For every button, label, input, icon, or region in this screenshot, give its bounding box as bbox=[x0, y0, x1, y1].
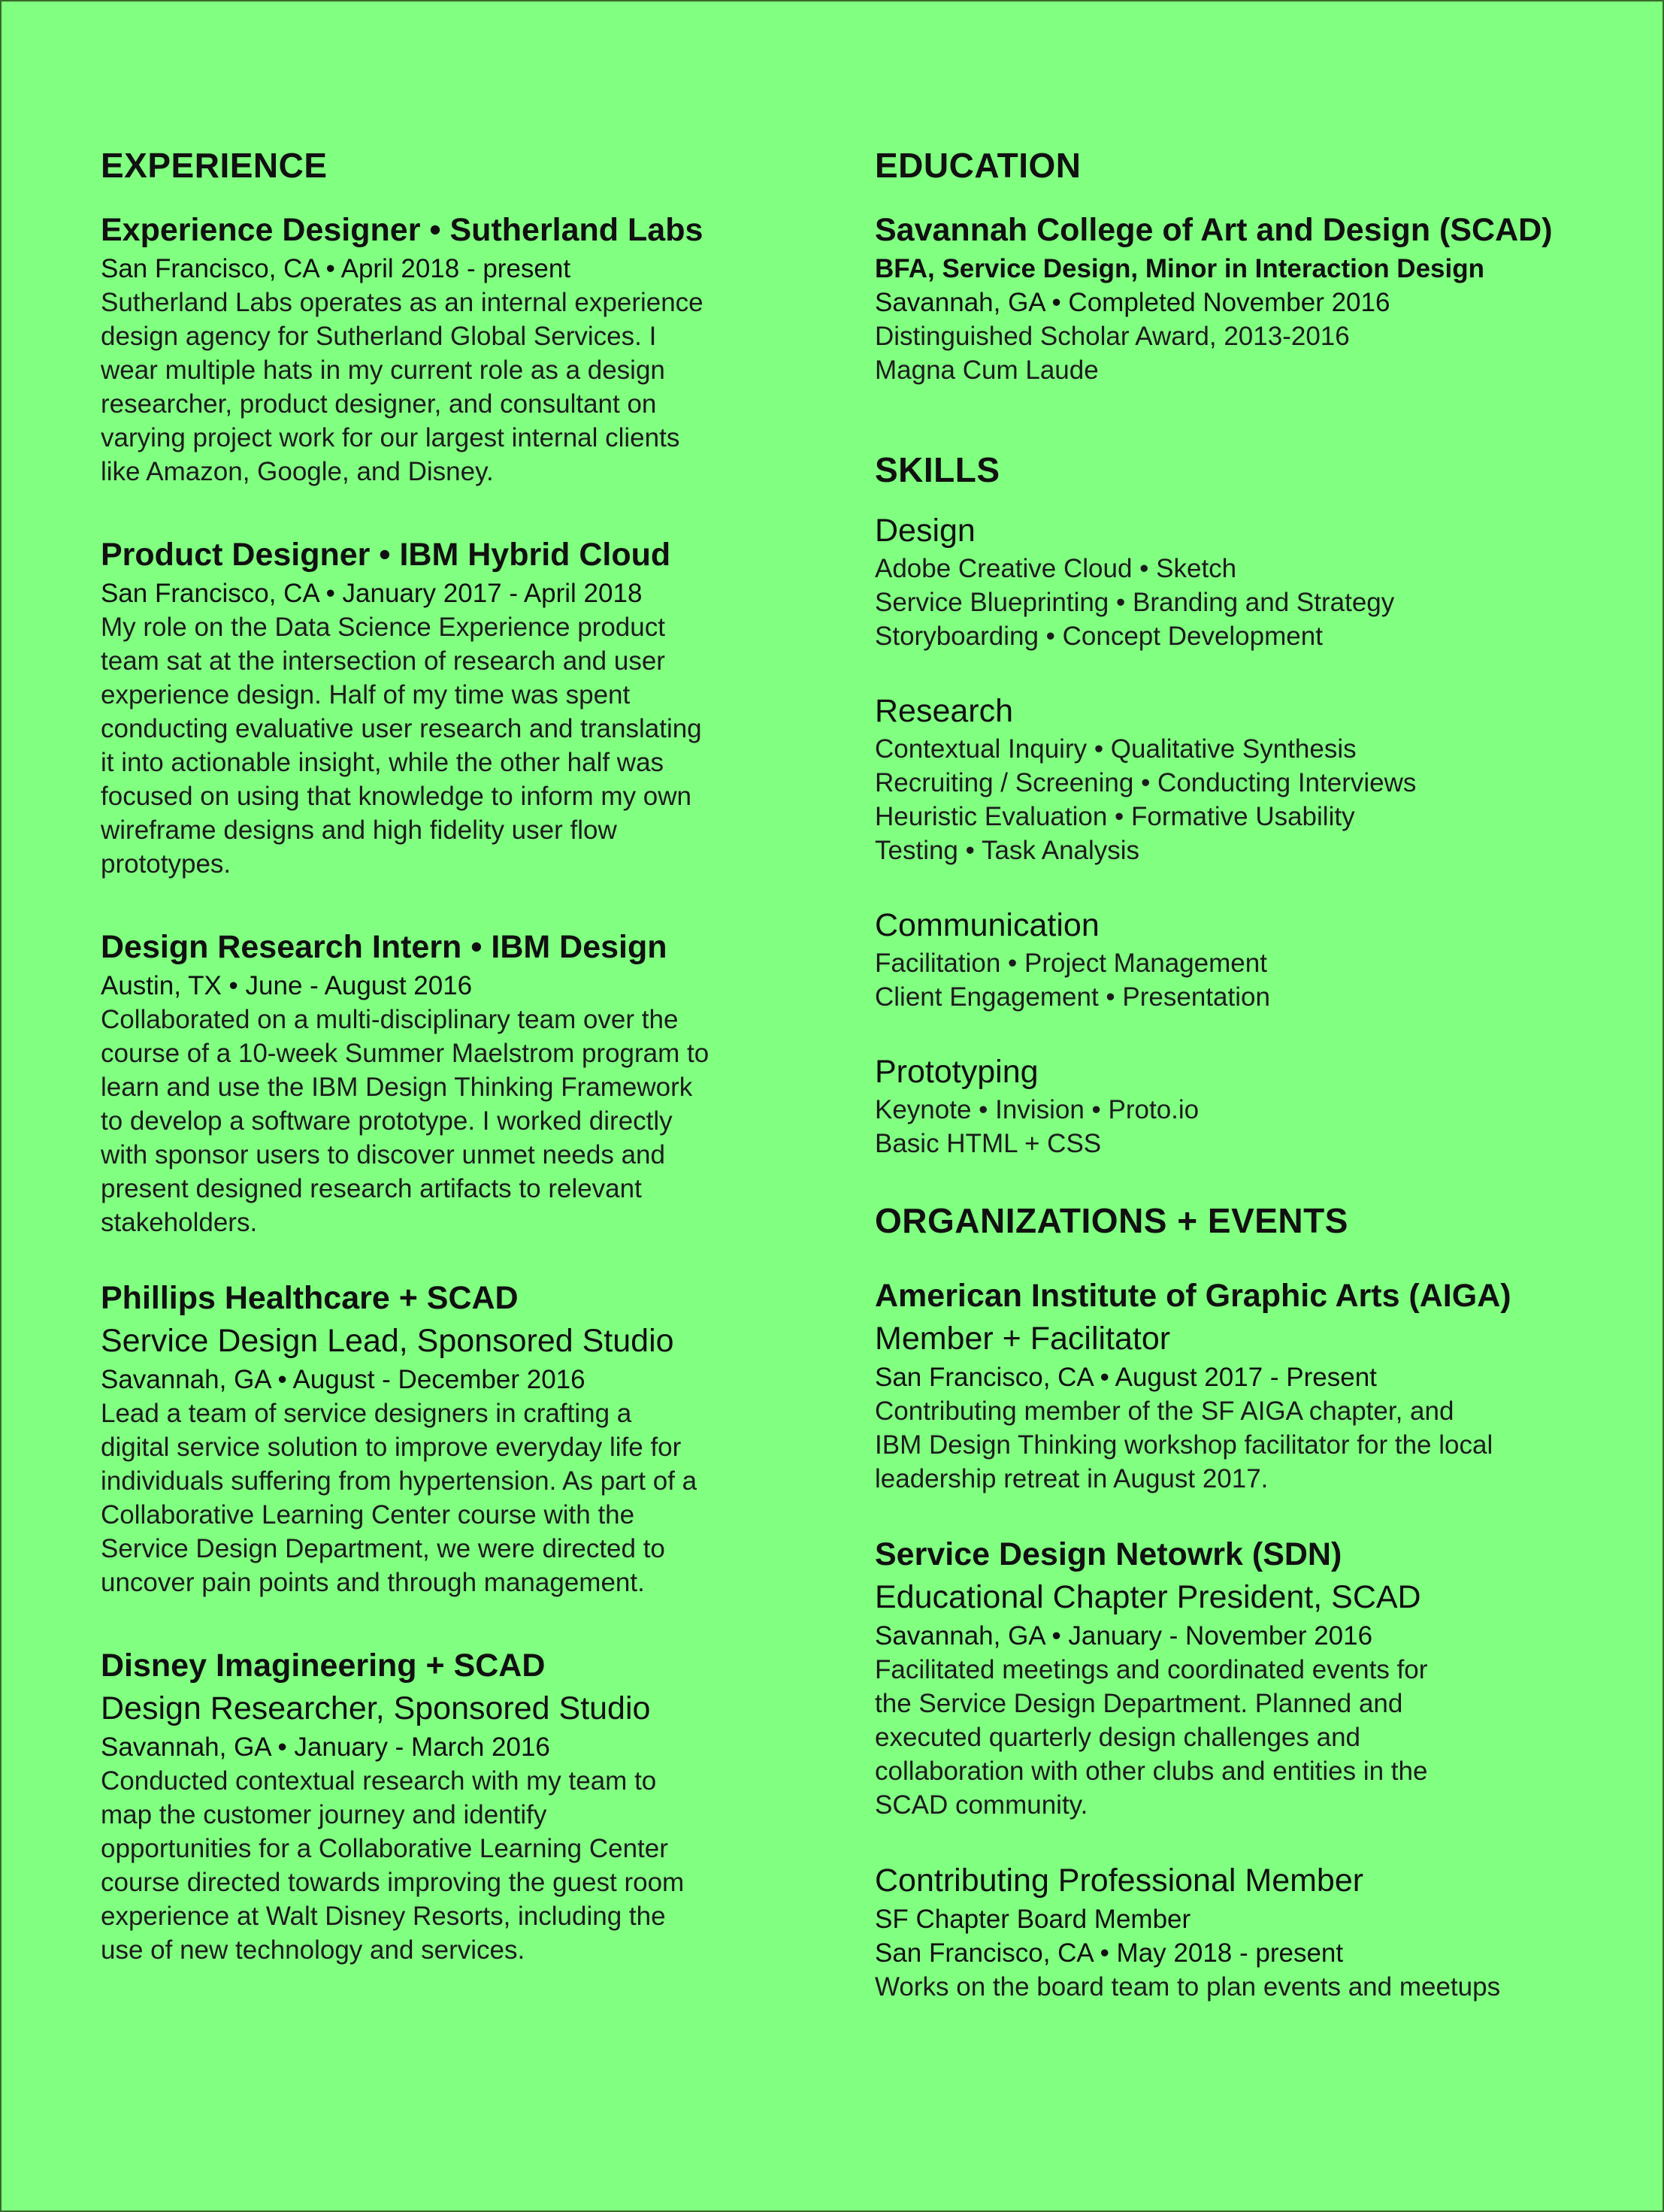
description-line: executed quarterly design challenges and bbox=[875, 1723, 1360, 1752]
bullet: • bbox=[429, 212, 441, 248]
description-line: uncover pain points and through management. bbox=[101, 1568, 645, 1597]
description-line: Sutherland Labs operates as an internal experience bbox=[101, 288, 703, 317]
entry-title: Disney Imagineering + SCAD bbox=[101, 1648, 546, 1684]
skill-category bbox=[875, 905, 1581, 1014]
description-line: it into actionable insight, while the other half was bbox=[101, 748, 664, 777]
description-line: map the customer journey and identify bbox=[101, 1800, 547, 1829]
organization-description bbox=[875, 1970, 1581, 2004]
entry-description bbox=[101, 1003, 762, 1239]
experience-entry bbox=[101, 534, 762, 881]
organization-description bbox=[875, 1394, 1581, 1496]
description-line: learn and use the IBM Design Thinking Framework bbox=[101, 1073, 693, 1102]
description-line: present designed research artifacts to relevant bbox=[101, 1174, 642, 1203]
description-line: conducting evaluative user research and translating bbox=[101, 714, 702, 743]
left-column bbox=[101, 143, 762, 2012]
organization-role: SF Chapter Board Member bbox=[875, 1905, 1191, 1934]
experience-heading: EXPERIENCE bbox=[101, 146, 328, 185]
skill-line: Storyboarding • Concept Development bbox=[875, 622, 1323, 651]
skill-category bbox=[875, 691, 1581, 867]
description-line: opportunities for a Collaborative Learning Center bbox=[101, 1834, 668, 1863]
description-line: collaboration with other clubs and entities in the bbox=[875, 1757, 1428, 1786]
entry-subtitle: Design Researcher, Sponsored Studio bbox=[101, 1690, 651, 1726]
organization-meta: San Francisco, CA • August 2017 - Present bbox=[875, 1363, 1377, 1392]
organizations-heading: ORGANIZATIONS + EVENTS bbox=[875, 1201, 1348, 1240]
description-line: design agency for Sutherland Global Services. I bbox=[101, 322, 657, 351]
education-heading: EDUCATION bbox=[875, 146, 1082, 185]
role: Design Research Intern bbox=[101, 929, 462, 965]
description-line: Collaborative Learning Center course with the bbox=[101, 1500, 635, 1530]
role: Experience Designer bbox=[101, 212, 421, 248]
description-line: My role on the Data Science Experience product bbox=[101, 613, 665, 642]
company: IBM Hybrid Cloud bbox=[399, 537, 671, 573]
entry-description bbox=[101, 1396, 762, 1599]
skill-line: Heuristic Evaluation • Formative Usability bbox=[875, 802, 1355, 831]
description-line: researcher, product designer, and consultant on bbox=[101, 389, 657, 419]
description-line: Conducted contextual research with my team to bbox=[101, 1766, 657, 1796]
entry-description bbox=[101, 286, 762, 489]
skill-list bbox=[875, 1093, 1581, 1160]
description-line: Lead a team of service designers in crafting a bbox=[101, 1399, 632, 1428]
skill-line: Recruiting / Screening • Conducting Interviews bbox=[875, 768, 1417, 797]
description-line: like Amazon, Google, and Disney. bbox=[101, 457, 494, 486]
description-line: the Service Design Department. Planned and bbox=[875, 1689, 1403, 1718]
description-line: Service Design Department, we were directed to bbox=[101, 1534, 665, 1563]
skill-list bbox=[875, 552, 1581, 653]
entry-title bbox=[101, 209, 762, 252]
education-note: Distinguished Scholar Award, 2013-2016 bbox=[875, 322, 1350, 351]
description-line: Facilitated meetings and coordinated events for bbox=[875, 1655, 1428, 1684]
right-column bbox=[875, 143, 1581, 2041]
entry-title bbox=[101, 534, 762, 576]
description-line: wireframe designs and high fidelity user flow bbox=[101, 816, 617, 845]
school-name: Savannah College of Art and Design (SCAD) bbox=[875, 212, 1553, 248]
skill-category-title: Research bbox=[875, 693, 1014, 729]
skill-line: Contextual Inquiry • Qualitative Synthesis bbox=[875, 734, 1357, 764]
organization-name: Service Design Netowrk (SDN) bbox=[875, 1536, 1342, 1572]
description-line: Contributing member of the SF AIGA chapter, and bbox=[875, 1396, 1454, 1426]
entry-meta: Savannah, GA • January - March 2016 bbox=[101, 1732, 550, 1762]
skill-list bbox=[875, 946, 1581, 1014]
organization-name: Contributing Professional Member bbox=[875, 1862, 1364, 1899]
description-line: experience design. Half of my time was spent bbox=[101, 680, 631, 710]
skill-list bbox=[875, 732, 1581, 867]
skill-line: Facilitation • Project Management bbox=[875, 949, 1267, 978]
skill-line: Basic HTML + CSS bbox=[875, 1129, 1102, 1158]
description-line: digital service solution to improve everyday life for bbox=[101, 1433, 682, 1462]
description-line: IBM Design Thinking workshop facilitator for the local bbox=[875, 1430, 1493, 1460]
entry-meta: San Francisco, CA • April 2018 - present bbox=[101, 254, 571, 283]
description-line: varying project work for our largest internal clients bbox=[101, 423, 680, 452]
skill-category-title: Prototyping bbox=[875, 1054, 1039, 1090]
bullet: • bbox=[379, 537, 391, 573]
entry-subtitle: Service Design Lead, Sponsored Studio bbox=[101, 1323, 674, 1359]
description-line: Works on the board team to plan events and meetups bbox=[875, 1972, 1501, 2002]
degree: BFA, Service Design, Minor in Interaction Design bbox=[875, 254, 1484, 283]
skills-heading: SKILLS bbox=[875, 450, 1000, 489]
experience-entry bbox=[101, 209, 762, 489]
entry-description bbox=[101, 610, 762, 881]
entry-title: Phillips Healthcare + SCAD bbox=[101, 1280, 519, 1316]
education-meta: Savannah, GA • Completed November 2016 bbox=[875, 288, 1390, 317]
company: Sutherland Labs bbox=[449, 212, 703, 248]
description-line: stakeholders. bbox=[101, 1208, 258, 1237]
entry-meta: Austin, TX • June - August 2016 bbox=[101, 971, 473, 1000]
description-line: with sponsor users to discover unmet needs and bbox=[101, 1140, 665, 1170]
entry-meta: San Francisco, CA • January 2017 - April 2018 bbox=[101, 579, 643, 608]
description-line: individuals suffering from hypertension. As part of a bbox=[101, 1466, 697, 1496]
organization-role: Member + Facilitator bbox=[875, 1321, 1171, 1357]
studio-entry bbox=[101, 1277, 762, 1599]
organization-description bbox=[875, 1653, 1581, 1822]
description-line: course directed towards improving the guest room bbox=[101, 1868, 685, 1897]
education-notes bbox=[875, 319, 1581, 387]
organization-meta: San Francisco, CA • May 2018 - present bbox=[875, 1938, 1344, 1968]
description-line: team sat at the intersection of research and user bbox=[101, 646, 665, 676]
organization-meta: Savannah, GA • January - November 2016 bbox=[875, 1621, 1373, 1651]
description-line: focused on using that knowledge to inform my own bbox=[101, 782, 691, 811]
company: IBM Design bbox=[491, 929, 667, 965]
description-line: wear multiple hats in my current role as a design bbox=[101, 356, 665, 385]
skill-line: Testing • Task Analysis bbox=[875, 836, 1140, 865]
skill-category-title: Design bbox=[875, 513, 976, 549]
entry-title bbox=[101, 926, 762, 969]
experience-entry bbox=[101, 926, 762, 1239]
organization-name: American Institute of Graphic Arts (AIGA) bbox=[875, 1278, 1511, 1314]
description-line: SCAD community. bbox=[875, 1790, 1088, 1820]
organization-role: Educational Chapter President, SCAD bbox=[875, 1579, 1421, 1615]
skill-category-title: Communication bbox=[875, 907, 1100, 943]
skill-line: Service Blueprinting • Branding and Strategy bbox=[875, 588, 1395, 617]
education-note: Magna Cum Laude bbox=[875, 356, 1099, 385]
skill-category bbox=[875, 510, 1581, 653]
entry-description bbox=[101, 1764, 762, 1967]
role: Product Designer bbox=[101, 537, 371, 573]
description-line: course of a 10-week Summer Maelstrom program to bbox=[101, 1039, 709, 1068]
description-line: use of new technology and services. bbox=[101, 1935, 525, 1965]
skill-line: Client Engagement • Presentation bbox=[875, 982, 1270, 1012]
description-line: to develop a software prototype. I worked directly bbox=[101, 1106, 673, 1136]
description-line: leadership retreat in August 2017. bbox=[875, 1464, 1269, 1493]
description-line: Collaborated on a multi-disciplinary team over the bbox=[101, 1005, 679, 1034]
studio-entry bbox=[101, 1645, 762, 1967]
organization-entry bbox=[875, 1275, 1581, 1496]
organization-entry bbox=[875, 1859, 1581, 2004]
skill-category bbox=[875, 1052, 1581, 1160]
bullet: • bbox=[470, 929, 483, 965]
skill-line: Keynote • Invision • Proto.io bbox=[875, 1095, 1200, 1124]
education-entry bbox=[875, 209, 1581, 387]
skill-line: Adobe Creative Cloud • Sketch bbox=[875, 554, 1237, 583]
organization-entry bbox=[875, 1533, 1581, 1822]
description-line: prototypes. bbox=[101, 849, 231, 879]
entry-meta: Savannah, GA • August - December 2016 bbox=[101, 1365, 585, 1394]
description-line: experience at Walt Disney Resorts, including the bbox=[101, 1902, 666, 1931]
